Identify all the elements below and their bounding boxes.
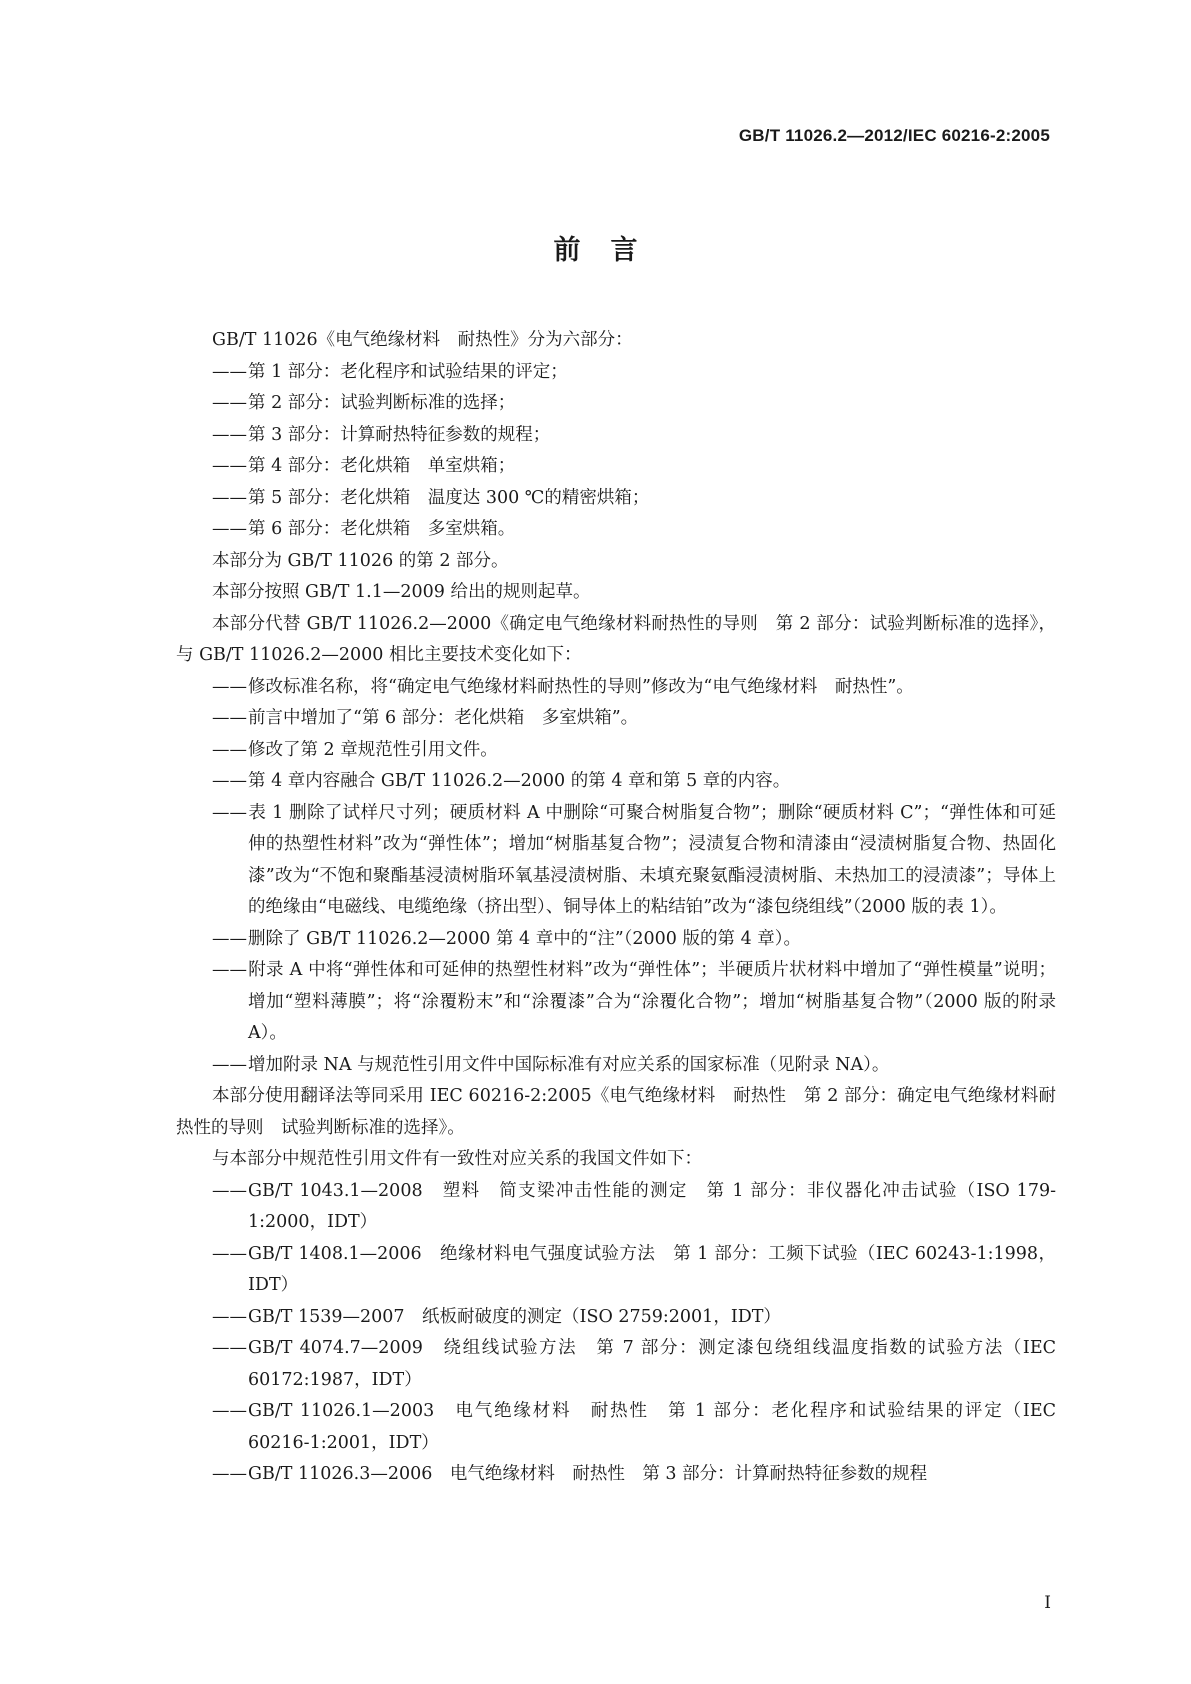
reference-list-item: ——GB/T 1539—2007 纸板耐破度的测定（ISO 2759:2001，IDT） — [176, 1302, 1056, 1334]
dash-mark: —— — [212, 424, 247, 445]
dash-mark: —— — [212, 519, 247, 539]
replaces-paragraph: 本部分代替 GB/T 11026.2—2000《确定电气绝缘材料耐热性的导则 第 2 部分：试验判断标准的选择》，与 GB/T 11026.2—2000 相比主要技术变化如下： — [176, 613, 1056, 665]
part-list-item: ——第 4 部分：老化烘箱 单室烘箱； — [176, 451, 1056, 483]
dash-mark: —— — [212, 928, 247, 949]
change-list-item: ——前言中增加了“第 6 部分：老化烘箱 多室烘箱”。 — [176, 703, 1056, 735]
dash-mark: —— — [212, 1243, 247, 1264]
dash-mark: —— — [212, 960, 247, 980]
part-list-item: ——第 5 部分：老化烘箱 温度达 300 ℃的精密烘箱； — [176, 483, 1056, 515]
part-list-item: ——第 3 部分：计算耐热特征参数的规程； — [176, 420, 1056, 452]
change-list-item: ——增加附录 NA 与规范性引用文件中国际标准有对应关系的国家标准（见附录 NA）。 — [176, 1050, 1056, 1082]
dash-mark: —— — [212, 361, 247, 382]
dash-mark: —— — [212, 456, 247, 476]
drafting-rules-paragraph: 本部分按照 GB/T 1.1—2009 给出的规则起草。 — [212, 582, 591, 602]
part-list-item: ——第 6 部分：老化烘箱 多室烘箱。 — [176, 514, 1056, 546]
change-list-item: ——附录 A 中将“弹性体和可延伸的热塑性材料”改为“弹性体”；半硬质片状材料中增加了“弹性模量”说明；增加“塑料薄膜”；将“涂覆粉末”和“涂覆漆”合为“涂覆化合物”；增加“树脂基复合物”（2000 版的附录 A）。 — [176, 955, 1056, 1050]
reference-list-item: ——GB/T 4074.7—2009 绕组线试验方法 第 7 部分：测定漆包绕组线温度指数的试验方法（IEC 60172:1987，IDT） — [176, 1333, 1056, 1396]
translation-paragraph: 本部分使用翻译法等同采用 IEC 60216-2:2005《电气绝缘材料 耐热性 第 2 部分：确定电气绝缘材料耐热性的导则 试验判断标准的选择》。 — [176, 1086, 1056, 1138]
dash-mark: —— — [212, 1306, 247, 1327]
this-part-paragraph: 本部分为 GB/T 11026 的第 2 部分。 — [212, 550, 509, 571]
change-list-item: ——表 1 删除了试样尺寸列；硬质材料 A 中删除“可聚合树脂复合物”；删除“硬质材料 C”；“弹性体和可延伸的热塑性材料”改为“弹性体”；增加“树脂基复合物”；浸渍复合物和清漆由“浸渍树脂复合物、热固化漆”改为“不饱和聚酯基浸渍树脂环氧基浸渍树脂、未填充聚氨酯浸渍树脂、未热加工的浸渍漆”；导体上的绝缘由“电磁线、电缆绝缘（挤出型）、铜导体上的粘结铂”改为“漆包绕组线”（2000 版的表 1）。 — [176, 798, 1056, 924]
intro-paragraph: GB/T 11026《电气绝缘材料 耐热性》分为六部分： — [212, 330, 633, 350]
dash-mark: —— — [212, 739, 247, 760]
reference-list-item: ——GB/T 1408.1—2006 绝缘材料电气强度试验方法 第 1 部分：工频下试验（IEC 60243-1:1998，IDT） — [176, 1239, 1056, 1302]
foreword-body — [176, 325, 1056, 1491]
page-number: I — [1044, 1593, 1051, 1613]
dash-mark: —— — [212, 487, 247, 508]
correspondence-paragraph: 与本部分中规范性引用文件有一致性对应关系的我国文件如下： — [212, 1149, 702, 1169]
change-list-item: ——修改了第 2 章规范性引用文件。 — [176, 735, 1056, 767]
dash-mark: —— — [212, 708, 247, 728]
reference-list-item: ——GB/T 11026.3—2006 电气绝缘材料 耐热性 第 3 部分：计算耐热特征参数的规程 — [176, 1459, 1056, 1491]
dash-mark: —— — [212, 1401, 247, 1421]
standard-code-header: GB/T 11026.2—2012/IEC 60216-2:2005 — [738, 126, 1050, 145]
dash-mark: —— — [212, 771, 247, 791]
dash-mark: —— — [212, 1338, 247, 1358]
change-list-item: ——删除了 GB/T 11026.2—2000 第 4 章中的“注”（2000 版的第 4 章）。 — [176, 924, 1056, 956]
reference-list-item: ——GB/T 11026.1—2003 电气绝缘材料 耐热性 第 1 部分：老化程序和试验结果的评定（IEC 60216-1:2001，IDT） — [176, 1396, 1056, 1459]
change-list-item: ——修改标准名称，将“确定电气绝缘材料耐热性的导则”修改为“电气绝缘材料 耐热性”。 — [176, 672, 1056, 704]
reference-list-item: ——GB/T 1043.1—2008 塑料 简支梁冲击性能的测定 第 1 部分：非仪器化冲击试验（ISO 179-1:2000，IDT） — [176, 1176, 1056, 1239]
dash-mark: —— — [212, 393, 247, 413]
page-title: 前言 — [553, 235, 668, 266]
dash-mark: —— — [212, 676, 247, 697]
part-list-item: ——第 1 部分：老化程序和试验结果的评定； — [176, 357, 1056, 389]
dash-mark: —— — [212, 802, 247, 823]
change-list-item: ——第 4 章内容融合 GB/T 11026.2—2000 的第 4 章和第 5 章的内容。 — [176, 766, 1056, 798]
dash-mark: —— — [212, 1054, 247, 1075]
dash-mark: —— — [212, 1464, 247, 1484]
part-list-item: ——第 2 部分：试验判断标准的选择； — [176, 388, 1056, 420]
dash-mark: —— — [212, 1180, 247, 1201]
